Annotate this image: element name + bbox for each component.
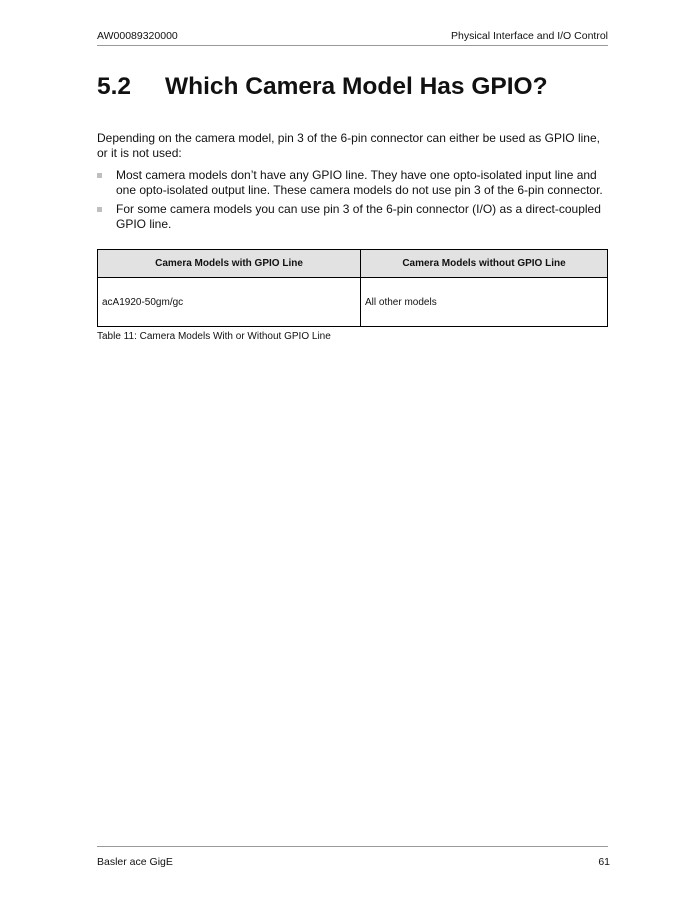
section-number: 5.2 bbox=[97, 73, 132, 100]
table-cell-with-gpio: acA1920-50gm/gc bbox=[98, 278, 361, 327]
header-doc-id: AW00089320000 bbox=[97, 30, 178, 42]
footer-product: Basler ace GigE bbox=[97, 856, 173, 868]
footer-rule bbox=[97, 846, 608, 847]
header-chapter-title: Physical Interface and I/O Control bbox=[451, 30, 608, 42]
table-header-with-gpio: Camera Models with GPIO Line bbox=[98, 250, 361, 278]
gpio-models-table bbox=[97, 249, 608, 327]
bullet-square-icon bbox=[97, 207, 102, 212]
intro-paragraph: Depending on the camera model, pin 3 of the 6-pin connector can either be used as GPIO line, or it is not used: bbox=[97, 131, 600, 160]
bullet-list bbox=[97, 168, 612, 236]
section-title: Which Camera Model Has GPIO? bbox=[165, 73, 548, 100]
table-row bbox=[98, 278, 608, 327]
header-rule bbox=[97, 45, 608, 46]
bullet-text: Most camera models don’t have any GPIO line. They have one opto-isolated input line and one opto-isolated output line. These camera models do not use pin 3 of the 6-pin connector. bbox=[116, 168, 603, 197]
table-cell-without-gpio: All other models bbox=[361, 278, 608, 327]
page-number: 61 bbox=[598, 856, 610, 868]
bullet-square-icon bbox=[97, 173, 102, 178]
bullet-item-gpio bbox=[97, 202, 612, 231]
bullet-text: For some camera models you can use pin 3 of the 6-pin connector (I/O) as a direct-coupled GPIO line. bbox=[116, 202, 601, 231]
table-header-row bbox=[98, 250, 608, 278]
table-header-without-gpio: Camera Models without GPIO Line bbox=[361, 250, 608, 278]
table-caption: Table 11: Camera Models With or Without GPIO Line bbox=[97, 331, 331, 342]
bullet-item-no-gpio bbox=[97, 168, 612, 197]
